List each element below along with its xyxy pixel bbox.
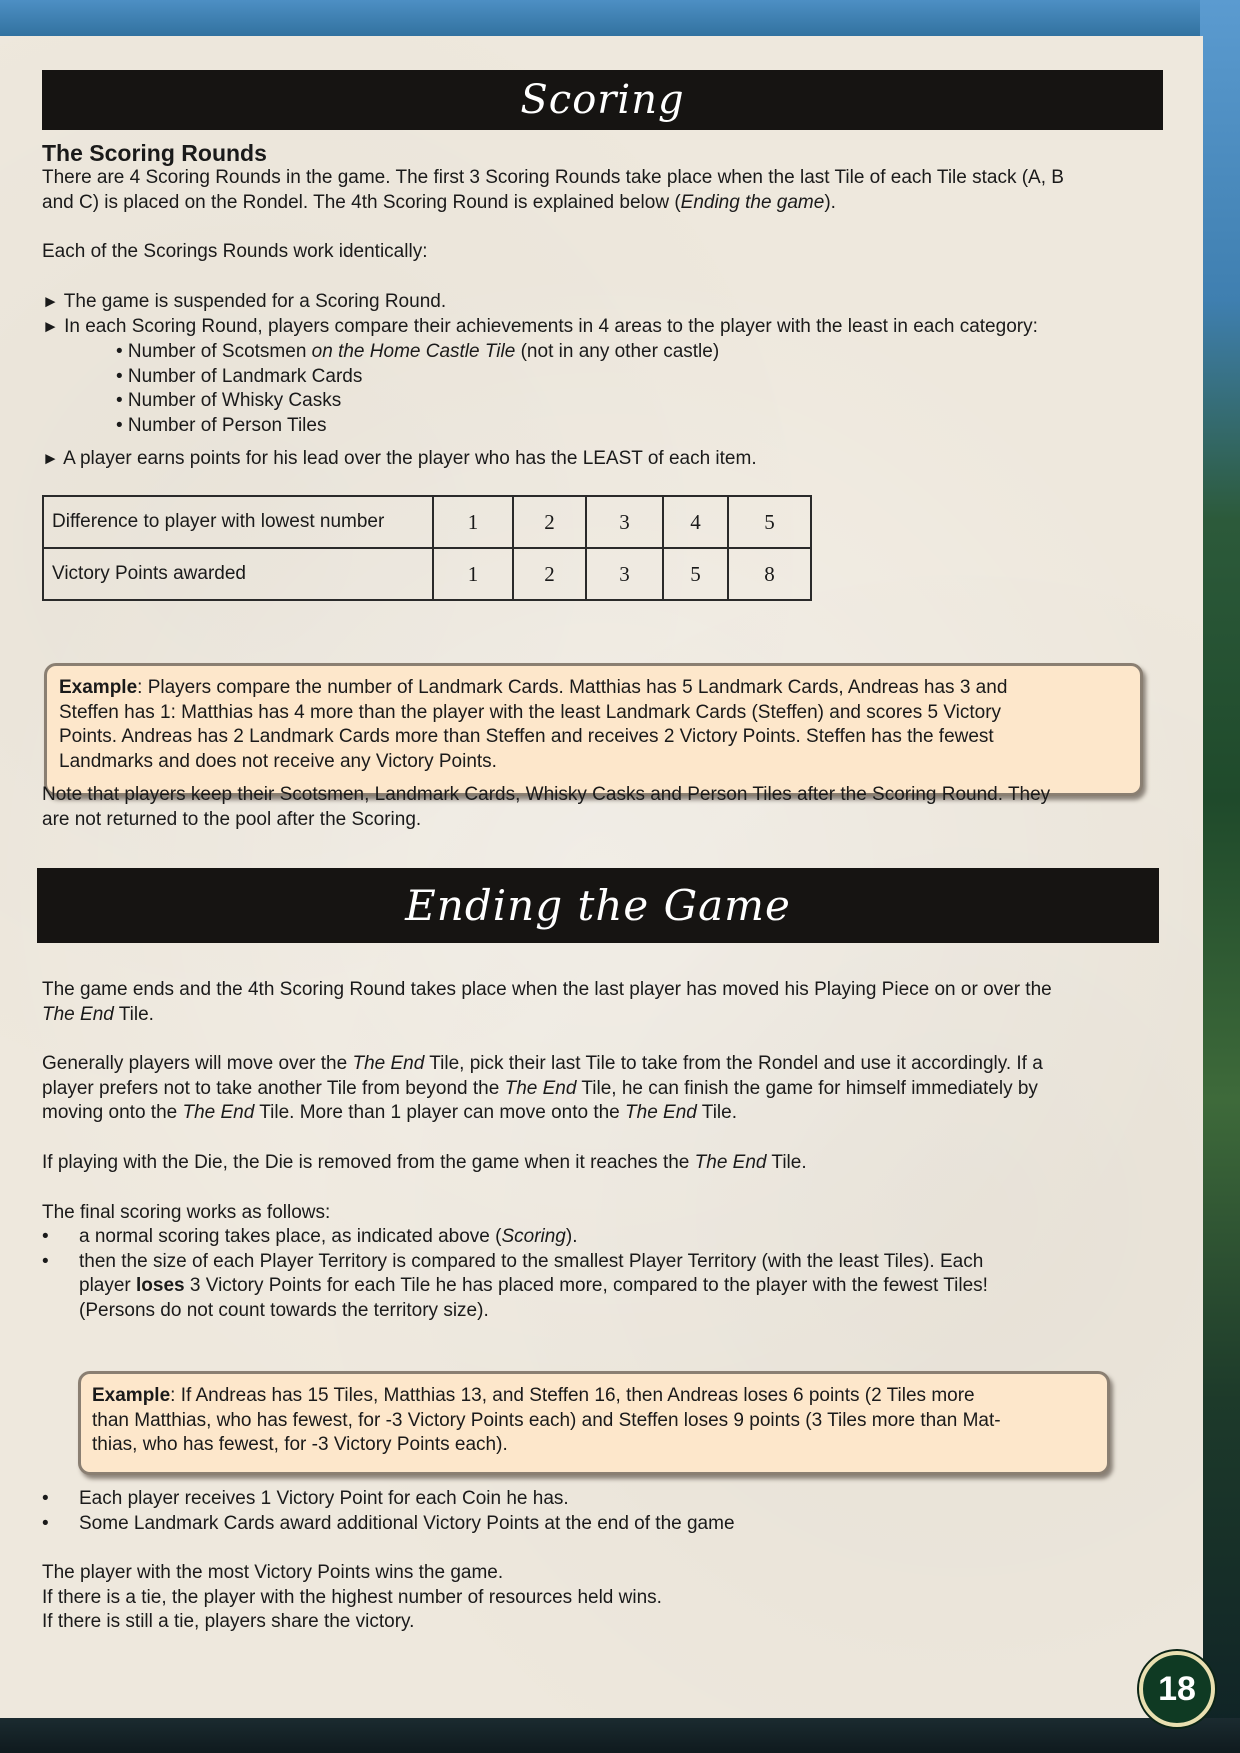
example-line: Example: If Andreas has 15 Tiles, Matthias 13, and Steffen 16, then Andreas loses 6 points (2 Tiles more: [92, 1385, 975, 1406]
landmark-example-box: [44, 663, 1143, 796]
bullet-2-line-2: player loses 3 Victory Points for each Tile he has placed more, compared to the player with the fewest Tiles!: [79, 1275, 988, 1296]
step-1: ► The game is suspended for a Scoring Round.: [42, 291, 447, 312]
ending-banner: [37, 868, 1159, 943]
table-cell: 3: [586, 548, 663, 600]
example-line: thias, who has fewest, for -3 Victory Points each).: [92, 1434, 508, 1455]
rulebook-page: [0, 36, 1203, 1718]
territory-example-box: [78, 1371, 1110, 1475]
list-item: [42, 1250, 1142, 1324]
bullet-icon: •: [42, 1488, 49, 1509]
scoring-rounds-heading: The Scoring Rounds: [42, 140, 267, 166]
win-line-2: If there is a tie, the player with the highest number of resources held wins.: [42, 1586, 662, 1608]
page-number-badge: [1139, 1651, 1215, 1727]
page-number: 18: [1158, 1669, 1196, 1708]
example-line: Points. Andreas has 2 Landmark Cards more than Steffen and receives 2 Victory Points. Steffen has the fewest: [59, 726, 994, 747]
table-cell: 2: [513, 548, 586, 600]
win-line-3: If there is still a tie, players share the victory.: [42, 1611, 415, 1632]
scoring-note: [42, 783, 1050, 832]
bullet-2-line-3: (Persons do not count towards the territory size).: [79, 1299, 489, 1321]
p2-line-1: Generally players will move over the The End Tile, pick their last Tile to take from the Rondel and use it accordingly. If a: [42, 1053, 1043, 1074]
table-row-label: Victory Points awarded: [43, 548, 433, 600]
win-line-1: The player with the most Victory Points wins the game.: [42, 1562, 504, 1583]
category-item: • Number of Landmark Cards: [116, 365, 363, 387]
category-item: • Number of Scotsmen on the Home Castle Tile (not in any other castle): [116, 341, 720, 362]
example-line: Steffen has 1: Matthias has 4 more than the player with the least Landmark Cards (Steffen) and scores 5 Victory: [59, 701, 1002, 723]
list-item: • Some Landmark Cards award additional Victory Points at the end of the game: [42, 1512, 1142, 1537]
arrow-icon: ►: [42, 292, 59, 311]
category-list: [116, 340, 719, 438]
table-cell: 4: [663, 496, 728, 548]
final-bullets-2: [42, 1487, 1142, 1536]
table-row: [43, 548, 811, 600]
scoring-banner: [42, 70, 1163, 130]
arrow-icon: ►: [42, 449, 59, 468]
ending-banner-title: Ending the Game: [405, 881, 791, 930]
scoring-steps: [42, 290, 1038, 339]
winning-conditions: [42, 1561, 662, 1635]
table-row: [43, 496, 811, 548]
category-item: • Number of Person Tiles: [116, 414, 327, 436]
scoring-banner-title: Scoring: [520, 77, 685, 123]
bullet-icon: •: [42, 1226, 49, 1247]
list-item: • a normal scoring takes place, as indicated above (Scoring).: [42, 1225, 1142, 1250]
final-scoring-intro: The final scoring works as follows:: [42, 1202, 331, 1223]
example-line: Example: Players compare the number of Landmark Cards. Matthias has 5 Landmark Cards, Andreas has 3 and: [59, 677, 1008, 698]
ending-paragraph-2: [42, 1052, 1043, 1126]
background-bottom-strip: [0, 1718, 1240, 1753]
step-2: ► In each Scoring Round, players compare their achievements in 4 areas to the player with the least in each category:: [42, 315, 1038, 337]
table-cell: 5: [663, 548, 728, 600]
bullet-icon: •: [42, 1512, 49, 1534]
table-cell: 8: [728, 548, 811, 600]
p1-line-2: The End Tile.: [42, 1003, 154, 1025]
intro-line-2: and C) is placed on the Rondel. The 4th Scoring Round is explained below (Ending the game).: [42, 191, 836, 213]
list-item: • Each player receives 1 Victory Point for each Coin he has.: [42, 1487, 1142, 1512]
ending-paragraph-1: [42, 978, 1052, 1027]
table-cell: 3: [586, 496, 663, 548]
intro-line-1: There are 4 Scoring Rounds in the game. The first 3 Scoring Rounds take place when the last Tile of each Tile stack (A, B: [42, 167, 1064, 188]
bullet-icon: •: [42, 1250, 49, 1272]
arrow-icon: ►: [42, 316, 59, 336]
p2-line-2: player prefers not to take another Tile from beyond the The End Tile, he can finish the game for himself immediately by: [42, 1077, 1038, 1099]
bullet-2-line-1: then the size of each Player Territory is compared to the smallest Player Territory (with the least Tiles). Each: [79, 1250, 984, 1272]
note-line-2: are not returned to the pool after the Scoring.: [42, 808, 422, 830]
identical-note: Each of the Scorings Rounds work identically:: [42, 241, 428, 262]
step-3: ► A player earns points for his lead over the player who has the LEAST of each item.: [42, 448, 757, 469]
table-row-label: Difference to player with lowest number: [43, 496, 433, 548]
table-cell: 1: [433, 548, 513, 600]
ending-paragraph-3: If playing with the Die, the Die is removed from the game when it reaches the The End Tile.: [42, 1152, 807, 1173]
scoring-intro: [42, 166, 1064, 215]
background-landscape: [1200, 0, 1240, 1753]
final-bullets-1: [42, 1225, 1142, 1323]
p1-line-1: The game ends and the 4th Scoring Round takes place when the last player has moved his Playing Piece on or over the: [42, 979, 1052, 1000]
note-line-1: Note that players keep their Scotsmen, Landmark Cards, Whisky Casks and Person Tiles after the Scoring Round. They: [42, 784, 1051, 805]
example-line: Landmarks and does not receive any Victory Points.: [59, 750, 497, 772]
table-cell: 1: [433, 496, 513, 548]
example-line: than Matthias, who has fewest, for -3 Victory Points each) and Steffen loses 9 points (3 Tiles more than Mat-: [92, 1409, 1001, 1431]
p2-line-3: moving onto the The End Tile. More than 1 player can move onto the The End Tile.: [42, 1102, 737, 1123]
category-item: • Number of Whisky Casks: [116, 390, 342, 411]
table-cell: 2: [513, 496, 586, 548]
victory-points-table: [42, 495, 812, 601]
table-cell: 5: [728, 496, 811, 548]
